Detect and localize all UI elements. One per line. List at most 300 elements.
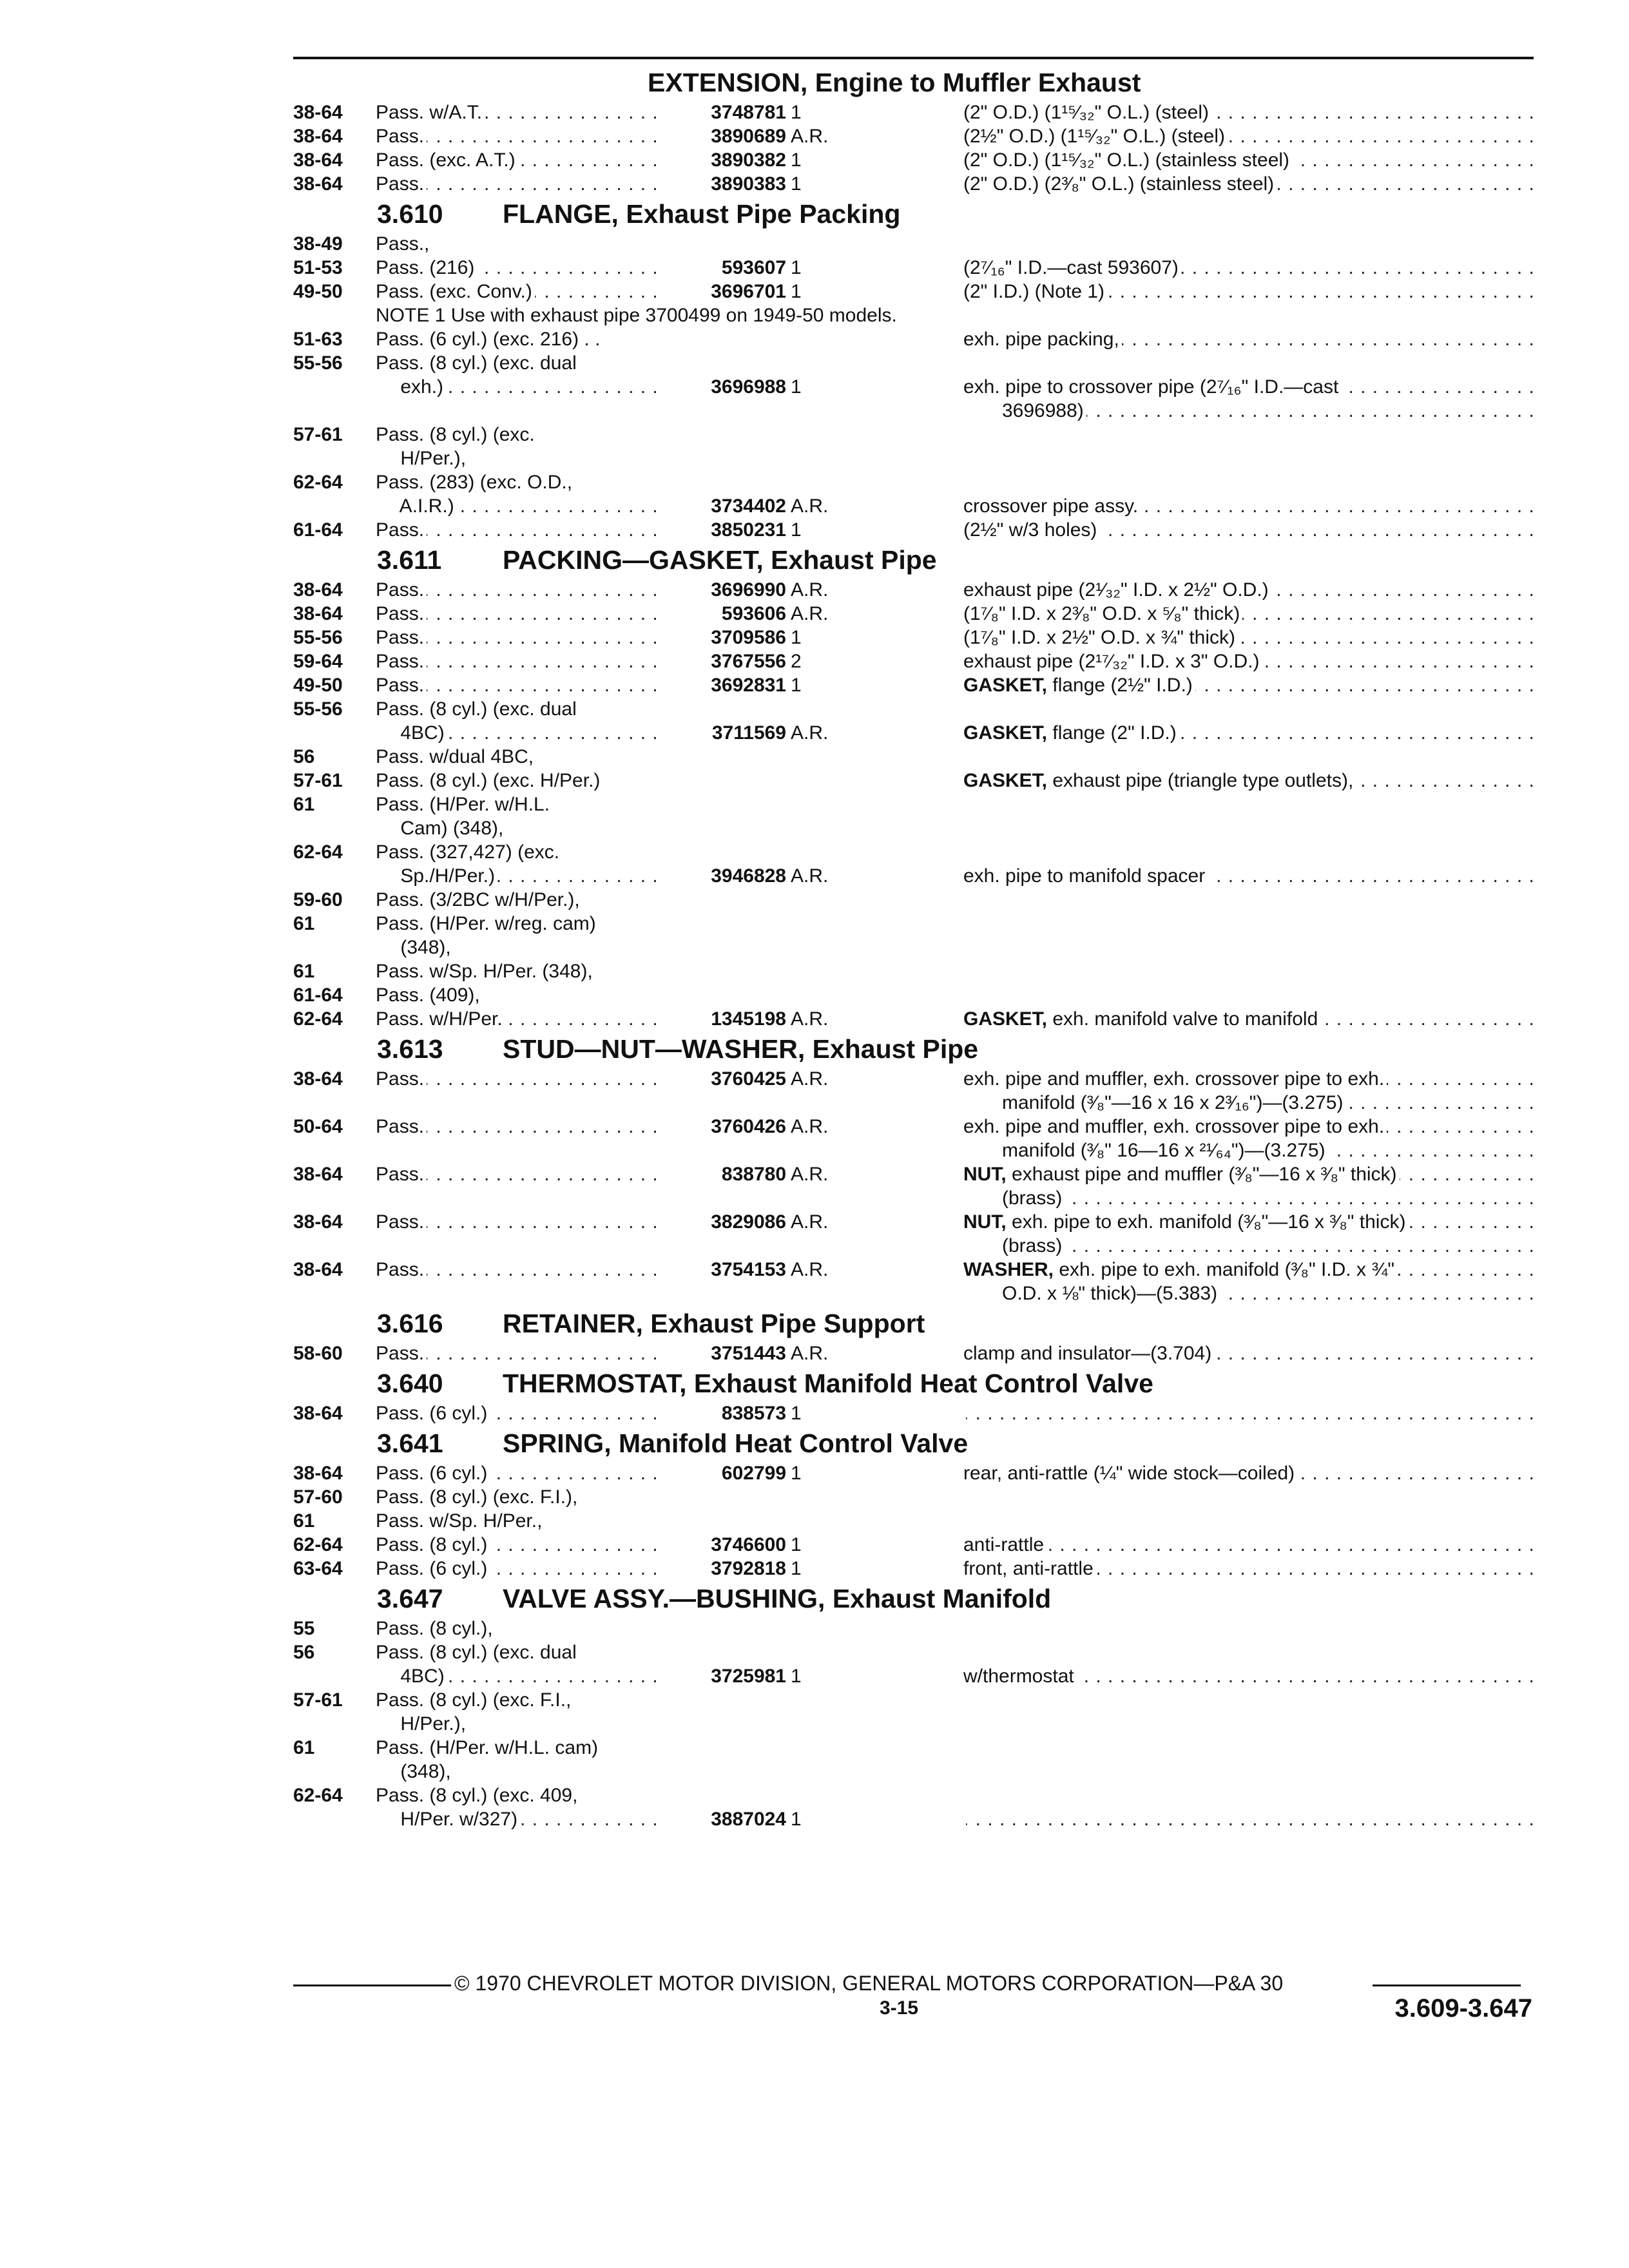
quantity: A.R.: [791, 495, 829, 517]
application: Pass. . . .: [376, 602, 659, 626]
application: Sp./H/Per.) . . .: [376, 864, 659, 888]
catalog-row: [293, 721, 1534, 745]
year-range: 56: [293, 1642, 315, 1663]
catalog-row: [293, 518, 1534, 542]
year-range: 63-64: [293, 1558, 343, 1579]
catalog-row: [293, 1258, 1534, 1282]
year-range: 58-60: [293, 1343, 343, 1364]
quantity: A.R.: [791, 1259, 829, 1280]
description: [963, 983, 1534, 1007]
year-range: 57-61: [293, 1689, 343, 1711]
description: [963, 1640, 1534, 1664]
catalog-row: [293, 793, 1534, 816]
catalog-row: [293, 172, 1534, 196]
application: H/Per. w/327) . . .: [376, 1807, 659, 1831]
catalog-row: [293, 1210, 1534, 1234]
quantity: 2: [791, 651, 802, 672]
application: Pass. . . .: [376, 518, 659, 542]
application: Cam) (348),: [376, 816, 659, 840]
description: [963, 912, 1534, 936]
section-number: 3.640: [377, 1369, 443, 1398]
parts-catalog-page: [293, 64, 1534, 1831]
application: Pass. (6 cyl.) . . .: [376, 1461, 659, 1485]
part-number: 3850231: [711, 519, 786, 541]
catalog-row: [293, 327, 1534, 351]
year-range: 51-53: [293, 257, 343, 278]
year-range: 61-64: [293, 519, 343, 541]
application: Pass. (216) . . .: [376, 256, 659, 280]
description: (2" O.D.) (1¹⁵⁄₃₂" O.L.) (stainless steel) . . .: [963, 148, 1534, 172]
part-number: 3890382: [711, 149, 786, 171]
year-range: 38-64: [293, 579, 343, 601]
application: Pass. (exc. A.T.) . . .: [376, 148, 659, 172]
description: [963, 447, 1534, 470]
part-number: 3711569: [711, 722, 786, 744]
application: NOTE 1 Use with exhaust pipe 3700499 on 1949-50 models.: [376, 303, 1149, 327]
description: crossover pipe assy. . . .: [963, 494, 1534, 518]
quantity: 1: [791, 1666, 802, 1687]
part-number: 593607: [721, 257, 786, 278]
quantity: A.R.: [791, 1008, 829, 1030]
description: exh. pipe and muffler, exh. crossover pipe to exh. . . .: [963, 1067, 1534, 1091]
part-number: 3734402: [711, 495, 786, 517]
catalog-row: [293, 1091, 1534, 1115]
year-range: 51-63: [293, 329, 343, 350]
description: GASKET, flange (2" I.D.) . . .: [963, 721, 1534, 745]
section-number: 3.647: [377, 1584, 443, 1613]
quantity: 1: [791, 1558, 802, 1579]
application: Pass. (exc. Conv.) . . .: [376, 280, 659, 303]
description: GASKET, flange (2½" I.D.) . . .: [963, 673, 1534, 697]
year-range: 55-56: [293, 352, 343, 374]
catalog-row: [293, 256, 1534, 280]
quantity: A.R.: [791, 1164, 829, 1185]
description: [963, 1485, 1534, 1509]
description: (2⁷⁄₁₆" I.D.—cast 593607) . . .: [963, 256, 1534, 280]
description: w/thermostat . . .: [963, 1664, 1534, 1688]
catalog-row: [293, 626, 1534, 649]
quantity: 1: [791, 376, 802, 398]
part-number: 602799: [721, 1463, 786, 1484]
description: [963, 232, 1534, 256]
description: [963, 423, 1534, 447]
application: Pass. . . .: [376, 1258, 659, 1282]
section-heading: [293, 542, 1534, 578]
application: Pass. w/Sp. H/Per. (348),: [376, 959, 659, 983]
catalog-row: [293, 602, 1534, 626]
description: 3696988) . . .: [963, 399, 1534, 423]
application: Pass. (8 cyl.) (exc.: [376, 423, 659, 447]
year-range: 62-64: [293, 472, 343, 493]
application: H/Per.),: [376, 447, 659, 470]
part-number: 3767556: [711, 651, 786, 672]
year-range: 38-64: [293, 1463, 343, 1484]
application: Pass. (H/Per. w/H.L. cam): [376, 1736, 659, 1760]
quantity: 1: [791, 173, 802, 195]
description: [963, 1783, 1534, 1807]
description: (2½" w/3 holes) . . .: [963, 518, 1534, 542]
part-number: 3748781: [711, 102, 786, 123]
catalog-row: [293, 1461, 1534, 1485]
year-range: 38-64: [293, 1259, 343, 1280]
catalog-row: [293, 840, 1534, 864]
part-number: 3946828: [711, 865, 786, 887]
catalog-row: [293, 1067, 1534, 1091]
section-heading: [293, 1365, 1534, 1401]
catalog-row: [293, 148, 1534, 172]
year-range: 61: [293, 1510, 315, 1532]
year-range: 55-56: [293, 627, 343, 648]
section-heading: [293, 1305, 1534, 1341]
description: [963, 1617, 1534, 1640]
quantity: 1: [791, 257, 802, 278]
year-range: 57-61: [293, 424, 343, 445]
section-title: PACKING—GASKET, Exhaust Pipe: [503, 545, 937, 575]
catalog-row: [293, 351, 1534, 375]
quantity: A.R.: [791, 603, 829, 624]
description: exh. pipe to manifold spacer . . .: [963, 864, 1534, 888]
catalog-row: [293, 232, 1534, 256]
description: [963, 936, 1534, 959]
catalog-row: [293, 864, 1534, 888]
description: exhaust pipe (2¹⁷⁄₃₂" I.D. x 3" O.D.) . . .: [963, 649, 1534, 673]
catalog-row: [293, 399, 1534, 423]
application: (348),: [376, 1760, 659, 1783]
year-range: 57-61: [293, 770, 343, 791]
catalog-row: [293, 1688, 1534, 1712]
part-number: 3890383: [711, 173, 786, 195]
description: [963, 1688, 1534, 1712]
catalog-row: [293, 1007, 1534, 1031]
quantity: A.R.: [791, 1343, 829, 1364]
description: (1⁷⁄₈" I.D. x 2½" O.D. x ¾" thick) . . .: [963, 626, 1534, 649]
description: [963, 840, 1534, 864]
application: Pass. (8 cyl.) (exc. dual: [376, 1640, 659, 1664]
catalog-row: [293, 1640, 1534, 1664]
section-number: 3.611: [377, 545, 442, 575]
application: Pass. (6 cyl.) . . .: [376, 1557, 659, 1581]
application: [376, 1091, 659, 1115]
application: Pass.,: [376, 232, 659, 256]
catalog-row: [293, 1186, 1534, 1210]
part-number: 838573: [721, 1403, 786, 1424]
description: anti-rattle . . .: [963, 1533, 1534, 1557]
application: 4BC) . . .: [376, 721, 659, 745]
application: Pass. . . .: [376, 172, 659, 196]
catalog-row: [293, 1712, 1534, 1736]
top-rule: [293, 57, 1534, 59]
section-title: FLANGE, Exhaust Pipe Packing: [503, 199, 901, 229]
description: NUT, exh. pipe to exh. manifold (³⁄₈"—16 x ³⁄₈" thick) . . .: [963, 1210, 1534, 1234]
part-number: 3746600: [711, 1534, 786, 1555]
catalog-row: [293, 649, 1534, 673]
application: Pass. . . .: [376, 1341, 659, 1365]
catalog-row: [293, 745, 1534, 769]
description: [963, 1509, 1534, 1533]
description: exh. pipe and muffler, exh. crossover pipe to exh. . . .: [963, 1115, 1534, 1139]
application: Pass. . . .: [376, 649, 659, 673]
catalog-row: [293, 936, 1534, 959]
application: Pass. (8 cyl.) (exc. 409,: [376, 1783, 659, 1807]
year-range: 59-60: [293, 889, 343, 910]
part-number: 3829086: [711, 1211, 786, 1233]
description: [963, 470, 1534, 494]
quantity: 1: [791, 627, 802, 648]
section-title: RETAINER, Exhaust Pipe Support: [503, 1309, 925, 1338]
description: [963, 745, 1534, 769]
application: H/Per.),: [376, 1712, 659, 1736]
application: Pass. (8 cyl.) . . .: [376, 1533, 659, 1557]
catalog-row: [293, 673, 1534, 697]
year-range: 38-64: [293, 102, 343, 123]
application: [376, 1139, 659, 1162]
catalog-row: [293, 1139, 1534, 1162]
part-number: 3696988: [711, 376, 786, 398]
catalog-row: [293, 101, 1534, 124]
application: Pass. (6 cyl.) . . .: [376, 1401, 659, 1425]
description: exh. pipe packing, . . .: [963, 327, 1534, 351]
catalog-row: [293, 124, 1534, 148]
part-number: 3692831: [711, 675, 786, 696]
application: Pass. (6 cyl.) (exc. 216) . .: [376, 327, 659, 351]
application: Pass. w/A.T. . . .: [376, 101, 659, 124]
description: front, anti-rattle . . .: [963, 1557, 1534, 1581]
description: WASHER, exh. pipe to exh. manifold (³⁄₈" I.D. x ¾" . . .: [963, 1258, 1534, 1282]
year-range: 61: [293, 913, 315, 934]
description: clamp and insulator—(3.704) . . .: [963, 1341, 1534, 1365]
description: [963, 959, 1534, 983]
description: (2" O.D.) (2³⁄₈" O.L.) (stainless steel) . . .: [963, 172, 1534, 196]
catalog-row: [293, 423, 1534, 447]
year-range: 38-64: [293, 1068, 343, 1090]
part-number: 3709586: [711, 627, 786, 648]
catalog-row: [293, 1736, 1534, 1760]
year-range: 62-64: [293, 1008, 343, 1030]
quantity: A.R.: [791, 722, 829, 744]
application: Pass. . . .: [376, 1162, 659, 1186]
application: A.I.R.) . . .: [376, 494, 659, 518]
year-range: 57-60: [293, 1486, 343, 1508]
application: Pass. . . .: [376, 1115, 659, 1139]
section-heading: [293, 64, 1534, 101]
part-number: 3760425: [711, 1068, 786, 1090]
application: [376, 1234, 659, 1258]
quantity: A.R.: [791, 126, 829, 147]
description: [963, 1712, 1534, 1736]
application: Pass. (8 cyl.) (exc. F.I.),: [376, 1485, 659, 1509]
quantity: 1: [791, 102, 802, 123]
application: Pass. . . .: [376, 626, 659, 649]
part-number: 3696701: [711, 281, 786, 302]
catalog-row: [293, 888, 1534, 912]
part-number: 3696990: [711, 579, 786, 601]
catalog-row: [293, 1617, 1534, 1640]
quantity: 1: [791, 149, 802, 171]
year-range: 38-64: [293, 1211, 343, 1233]
description: (2" O.D.) (1¹⁵⁄₃₂" O.L.) (steel) . . .: [963, 101, 1534, 124]
application: Pass. . . .: [376, 1210, 659, 1234]
description: [963, 888, 1534, 912]
year-range: 55: [293, 1618, 315, 1639]
year-range: 61: [293, 794, 315, 815]
catalog-row: [293, 303, 1534, 327]
catalog-row: [293, 959, 1534, 983]
description: [963, 1736, 1534, 1760]
catalog-row: [293, 578, 1534, 602]
application: Pass. (8 cyl.) (exc. H/Per.): [376, 769, 659, 793]
year-range: 59-64: [293, 651, 343, 672]
quantity: A.R.: [791, 1211, 829, 1233]
quantity: 1: [791, 1534, 802, 1555]
section-title: EXTENSION, Engine to Muffler Exhaust: [648, 68, 1141, 97]
copyright-text: © 1970 CHEVROLET MOTOR DIVISION, GENERAL MOTORS CORPORATION—P&A 30: [454, 1972, 1284, 1995]
catalog-row: [293, 1509, 1534, 1533]
part-number: 593606: [721, 603, 786, 624]
year-range: 56: [293, 746, 315, 767]
catalog-row: [293, 280, 1534, 303]
description: (brass) . . .: [963, 1186, 1534, 1210]
quantity: A.R.: [791, 579, 829, 601]
description: (1⁷⁄₈" I.D. x 2³⁄₈" O.D. x ⁵⁄₈" thick) . . .: [963, 602, 1534, 626]
section-title: STUD—NUT—WASHER, Exhaust Pipe: [503, 1034, 979, 1064]
application: Pass. (8 cyl.) (exc. dual: [376, 351, 659, 375]
section-title: THERMOSTAT, Exhaust Manifold Heat Control Valve: [503, 1369, 1153, 1398]
page-number: 3-15: [880, 1997, 919, 2019]
quantity: 1: [791, 675, 802, 696]
catalog-row: [293, 1783, 1534, 1807]
application: Pass. . . .: [376, 578, 659, 602]
footer-rule-right: [1373, 1984, 1521, 1986]
description: [963, 1807, 1534, 1831]
catalog-row: [293, 983, 1534, 1007]
application: Pass. w/dual 4BC,: [376, 745, 659, 769]
part-number: 3754153: [711, 1259, 786, 1280]
quantity: 1: [791, 1809, 802, 1830]
part-number: 3890689: [711, 126, 786, 147]
description: [963, 793, 1534, 816]
application: 4BC) . . .: [376, 1664, 659, 1688]
quantity: 1: [791, 519, 802, 541]
section-heading: [293, 1581, 1534, 1617]
year-range: 49-50: [293, 281, 343, 302]
year-range: 62-64: [293, 1534, 343, 1555]
catalog-row: [293, 1282, 1534, 1305]
year-range: 38-64: [293, 1164, 343, 1185]
application: Pass. (8 cyl.) (exc. dual: [376, 697, 659, 721]
description: [963, 816, 1534, 840]
catalog-row: [293, 816, 1534, 840]
catalog-row: [293, 1664, 1534, 1688]
description: manifold (³⁄₈"—16 x 16 x 2³⁄₁₆")—(3.275) . . .: [963, 1091, 1534, 1115]
catalog-row: [293, 912, 1534, 936]
catalog-row: [293, 1401, 1534, 1425]
description: [963, 1401, 1534, 1425]
catalog-row: [293, 1341, 1534, 1365]
part-number: 3751443: [711, 1343, 786, 1364]
description: [963, 1760, 1534, 1783]
year-range: 38-64: [293, 149, 343, 171]
section-heading: [293, 1031, 1534, 1067]
description: [963, 697, 1534, 721]
year-range: 38-64: [293, 126, 343, 147]
catalog-row: [293, 1760, 1534, 1783]
section-range: 3.609-3.647: [1394, 1994, 1532, 2023]
application: Pass. w/Sp. H/Per.,: [376, 1509, 659, 1533]
year-range: 38-64: [293, 1403, 343, 1424]
catalog-row: [293, 1115, 1534, 1139]
description: (brass) . . .: [963, 1234, 1534, 1258]
application: Pass. (H/Per. w/H.L.: [376, 793, 659, 816]
year-range: 61: [293, 961, 315, 982]
description: GASKET, exhaust pipe (triangle type outlets), . . .: [963, 769, 1534, 793]
quantity: A.R.: [791, 1116, 829, 1137]
catalog-row: [293, 375, 1534, 399]
catalog-row: [293, 1162, 1534, 1186]
section-title: VALVE ASSY.—BUSHING, Exhaust Manifold: [503, 1584, 1052, 1613]
year-range: 61: [293, 1737, 315, 1758]
year-range: 62-64: [293, 1785, 343, 1806]
part-number: 3760426: [711, 1116, 786, 1137]
application: [376, 399, 659, 423]
part-number: 3887024: [711, 1809, 786, 1830]
section-number: 3.613: [377, 1034, 443, 1064]
application: [376, 1186, 659, 1210]
application: Pass. (H/Per. w/reg. cam): [376, 912, 659, 936]
catalog-row: [293, 447, 1534, 470]
description: exhaust pipe (2¹⁄₃₂" I.D. x 2½" O.D.) . . .: [963, 578, 1534, 602]
application: Pass. (3/2BC w/H/Per.),: [376, 888, 659, 912]
catalog-row: [293, 1807, 1534, 1831]
description: NUT, exhaust pipe and muffler (³⁄₈"—16 x ³⁄₈" thick) . . .: [963, 1162, 1534, 1186]
catalog-row: [293, 1234, 1534, 1258]
year-range: 38-64: [293, 603, 343, 624]
catalog-row: [293, 769, 1534, 793]
description: [963, 351, 1534, 375]
section-number: 3.616: [377, 1309, 443, 1338]
year-range: 38-49: [293, 233, 343, 255]
year-range: 62-64: [293, 841, 343, 863]
application: Pass. (8 cyl.),: [376, 1617, 659, 1640]
catalog-row: [293, 1557, 1534, 1581]
application: Pass. (409),: [376, 983, 659, 1007]
application: [376, 1282, 659, 1305]
catalog-row: [293, 470, 1534, 494]
application: Pass. . . .: [376, 1067, 659, 1091]
catalog-row: [293, 494, 1534, 518]
quantity: A.R.: [791, 865, 829, 887]
section-heading: [293, 196, 1534, 232]
description: O.D. x ⅛" thick)—(5.383) . . .: [963, 1282, 1534, 1305]
application: Pass. . . .: [376, 673, 659, 697]
part-number: 838780: [721, 1164, 786, 1185]
section-title: SPRING, Manifold Heat Control Valve: [503, 1428, 969, 1458]
description: GASKET, exh. manifold valve to manifold . . .: [963, 1007, 1534, 1031]
application: Pass. . . .: [376, 124, 659, 148]
footer-copyright: [293, 1972, 1283, 1995]
application: Pass. w/H/Per. . . .: [376, 1007, 659, 1031]
year-range: 55-56: [293, 698, 343, 720]
quantity: 1: [791, 1463, 802, 1484]
quantity: A.R.: [791, 1068, 829, 1090]
catalog-row: [293, 1533, 1534, 1557]
description: exh. pipe to crossover pipe (2⁷⁄₁₆" I.D.—cast . . .: [963, 375, 1534, 399]
part-number: 3792818: [711, 1558, 786, 1579]
description: manifold (³⁄₈" 16—16 x ²¹⁄₆₄")—(3.275) . . .: [963, 1139, 1534, 1162]
application: Pass. (283) (exc. O.D.,: [376, 470, 659, 494]
year-range: 38-64: [293, 173, 343, 195]
part-number: 3725981: [711, 1666, 786, 1687]
application: Pass. (327,427) (exc.: [376, 840, 659, 864]
